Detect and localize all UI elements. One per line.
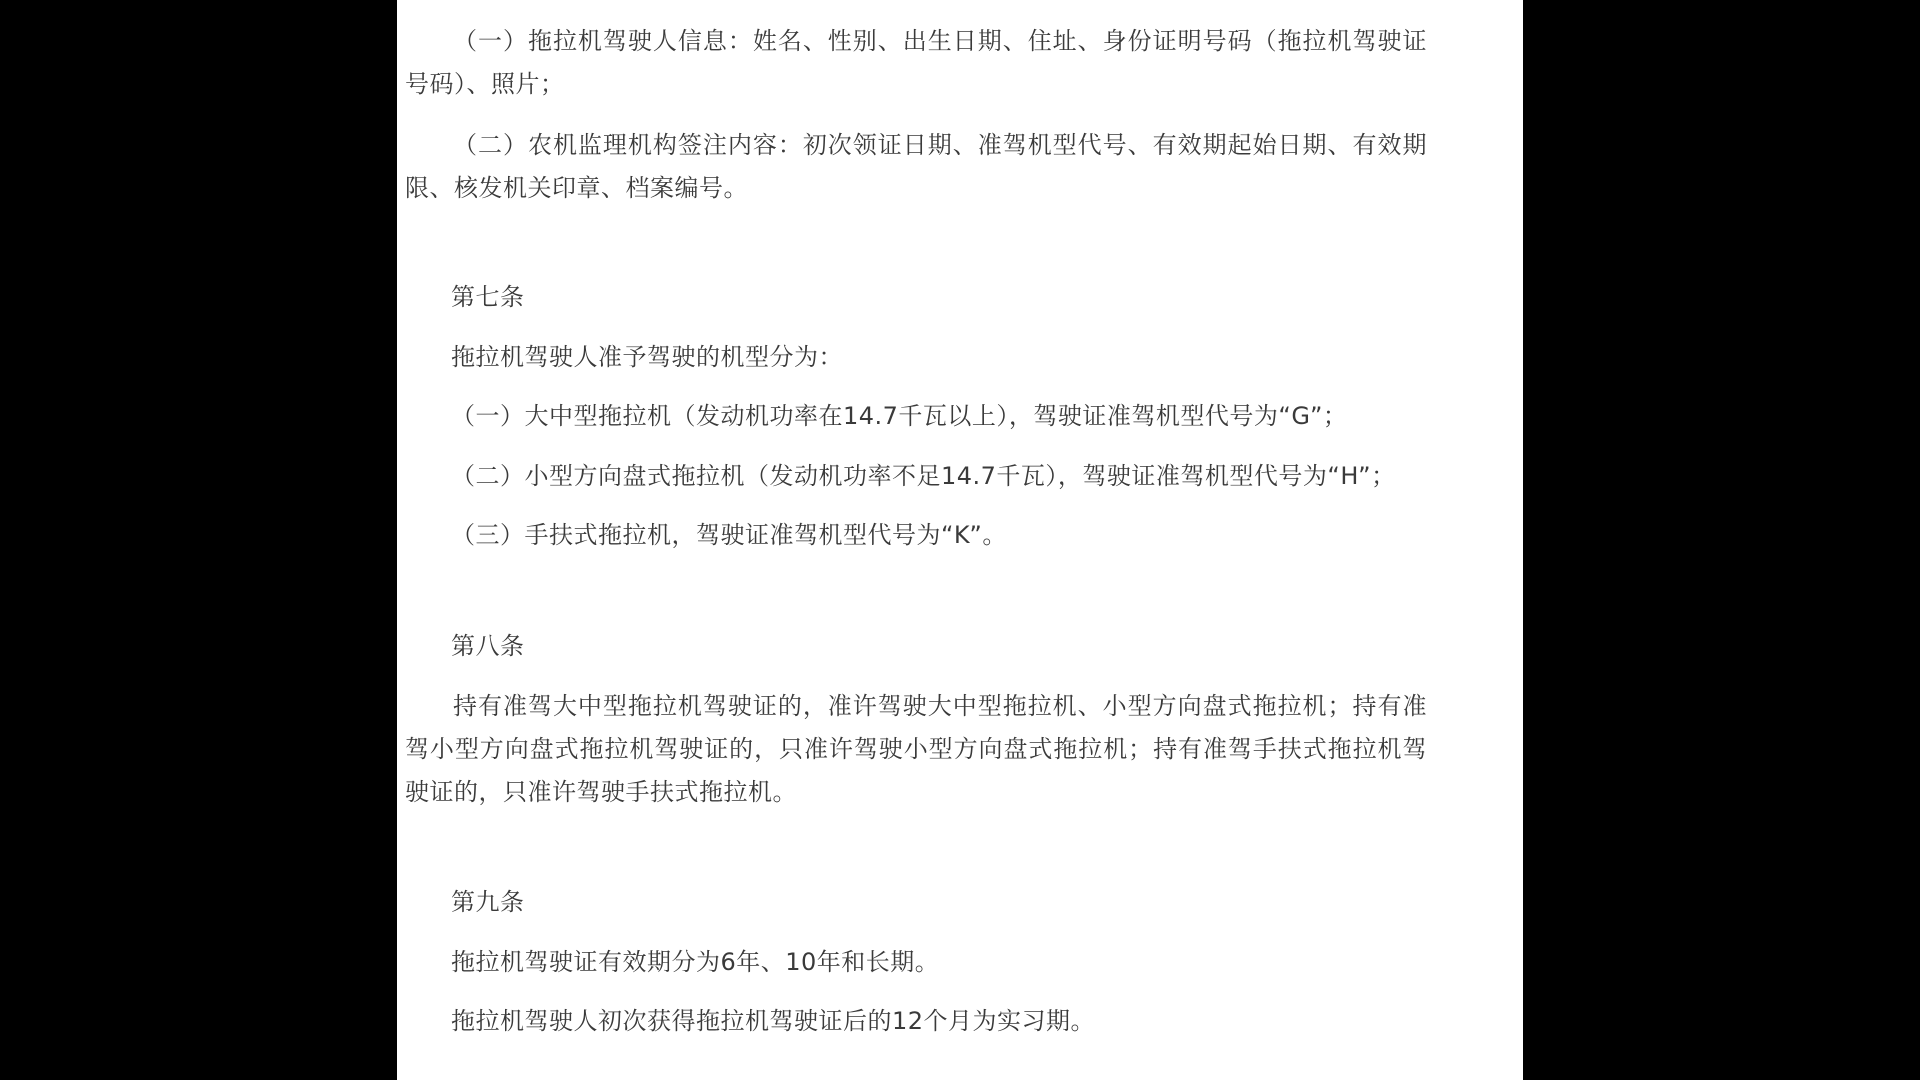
document-page [397,0,1523,1080]
article9-line2: 拖拉机驾驶人初次获得拖拉机驾驶证后的12个月为实习期。 [451,1007,1096,1035]
article7-intro: 拖拉机驾驶人准予驾驶的机型分为： [451,343,843,371]
article9-line1: 拖拉机驾驶证有效期分为6年、10年和长期。 [451,948,940,976]
article7-item3: （三）手扶式拖拉机，驾驶证准驾机型代号为“K”。 [451,521,1007,549]
article7-item2: （二）小型方向盘式拖拉机（发动机功率不足14.7千瓦），驾驶证准驾机型代号为“H”； [451,462,1396,490]
article6-item1: （一）拖拉机驾驶人信息：姓名、性别、出生日期、住址、身份证明号码（拖拉机驾驶证号码）、照片； [405,27,1427,98]
article8-heading: 第八条 [451,632,525,660]
article7-heading: 第七条 [451,283,525,311]
article8-body: 持有准驾大中型拖拉机驾驶证的，准许驾驶大中型拖拉机、小型方向盘式拖拉机；持有准驾小型方向盘式拖拉机驾驶证的，只准许驾驶小型方向盘式拖拉机；持有准驾手扶式拖拉机驾驶证的，只准许驾驶手扶式拖拉机。 [405,692,1427,806]
article6-item2: （二）农机监理机构签注内容：初次领证日期、准驾机型代号、有效期起始日期、有效期限、核发机关印章、档案编号。 [405,131,1427,202]
article9-heading: 第九条 [451,888,525,916]
article7-item1: （一）大中型拖拉机（发动机功率在14.7千瓦以上），驾驶证准驾机型代号为“G”； [451,402,1348,430]
